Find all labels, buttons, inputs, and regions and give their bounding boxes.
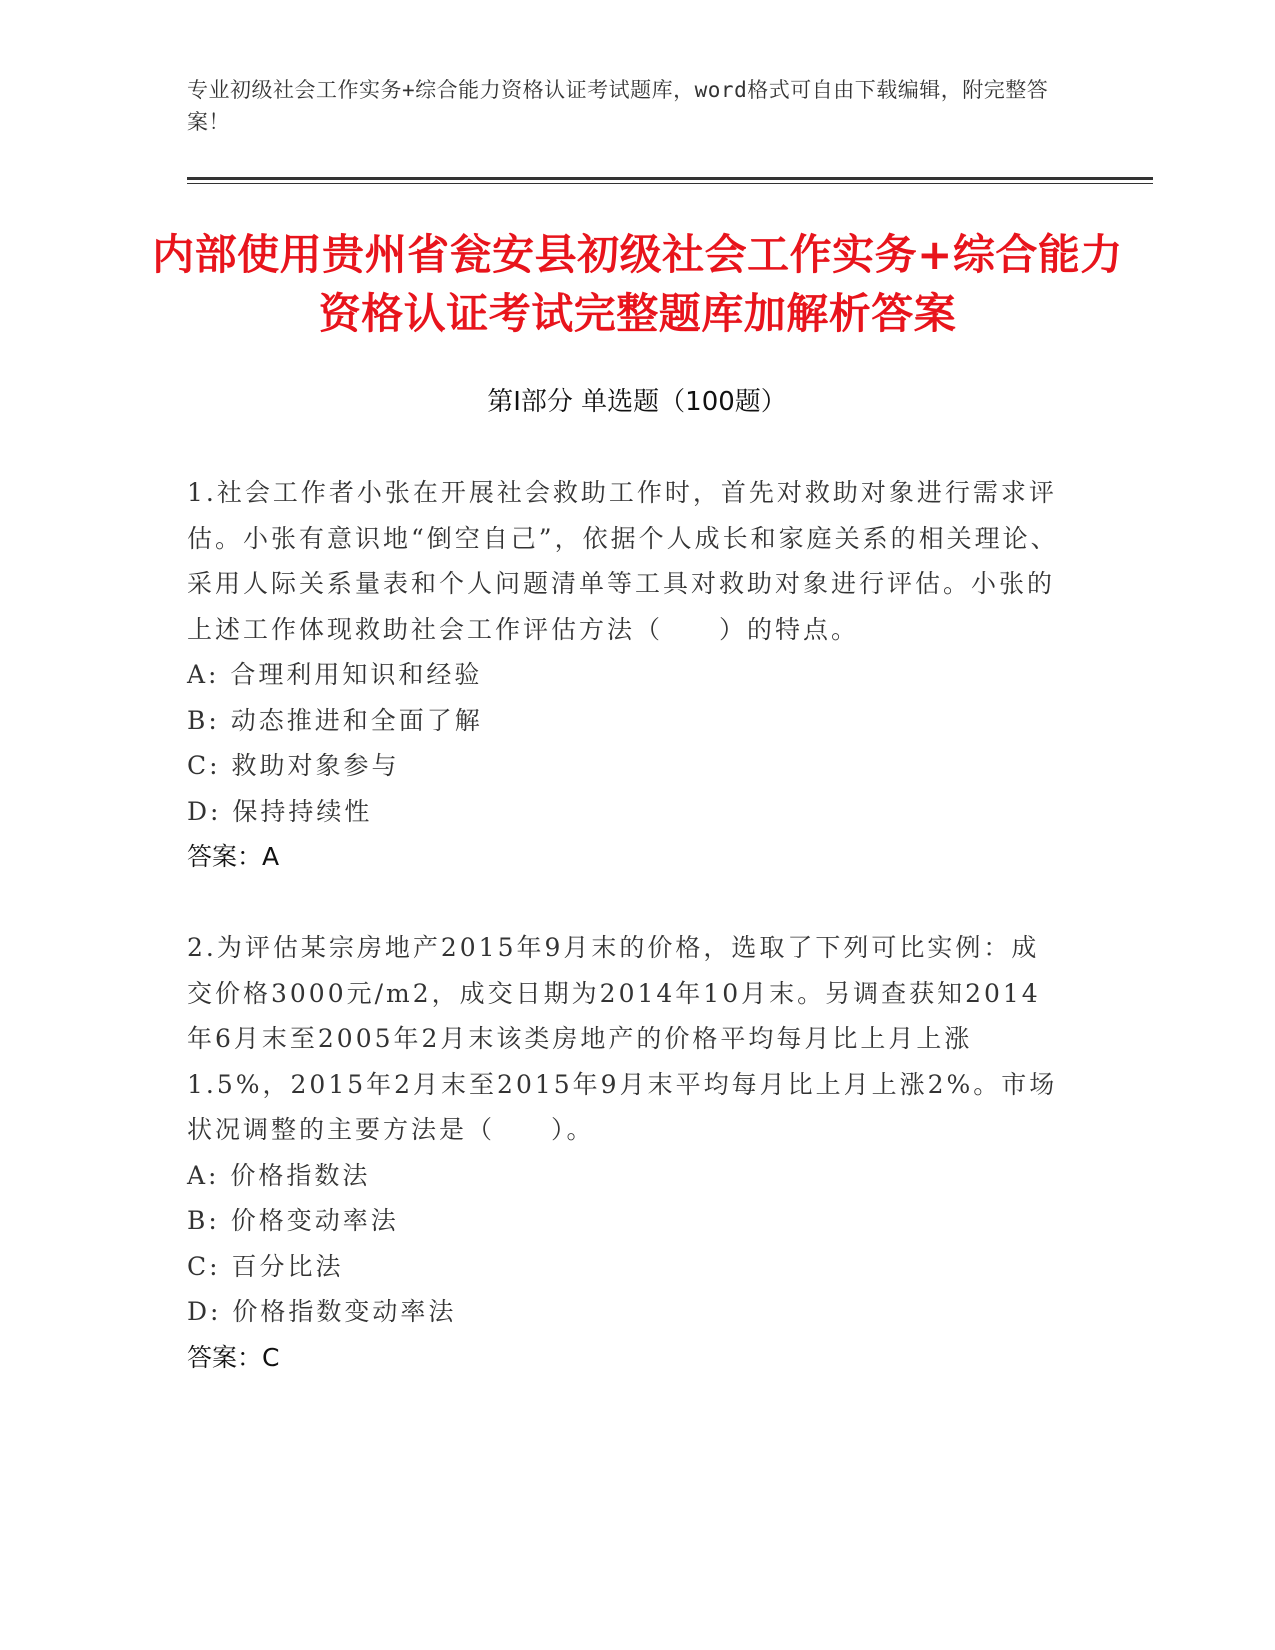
answer: 答案：A bbox=[187, 842, 280, 871]
option-c: C: 百分比法 bbox=[187, 1251, 344, 1281]
option-b: B: 价格变动率法 bbox=[187, 1206, 399, 1235]
section-title: 第I部分 单选题（100题） bbox=[487, 387, 787, 417]
option-a: A: 价格指数法 bbox=[187, 1160, 371, 1190]
document-title: 内部使用贵州省瓮安县初级社会工作实务+综合能力资格认证考试完整题库加解析答案 bbox=[152, 230, 1123, 338]
option-d: D: 价格指数变动率法 bbox=[187, 1297, 457, 1326]
answer: 答案：C bbox=[187, 1342, 280, 1372]
question-stem: 1.社会工作者小张在开展社会救助工作时，首先对救助对象进行需求评估。小张有意识地“倒空自己”，依据个人成长和家庭关系的相关理论、采用人际关系量表和个人问题清单等工具对救助对象进行评估。小张的上述工作体现救助社会工作评估方法（ ）的特点。 bbox=[187, 478, 1059, 644]
question-1 bbox=[187, 470, 1067, 880]
question-stem: 2.为评估某宗房地产2015年9月末的价格，选取了下列可比实例：成交价格3000元/m2，成交日期为2014年10月末。另调查获知2014年6月末至2005年2月末该类房地产的价格平均每月比上月上涨1.5%，2015年2月末至2015年9月末平均每月比上月上涨2%。市场状况调整的主要方法是（ ）。 bbox=[187, 933, 1058, 1144]
option-c: C: 救助对象参与 bbox=[187, 751, 400, 780]
option-a: A: 合理利用知识和经验 bbox=[187, 660, 483, 689]
header-note: 专业初级社会工作实务+综合能力资格认证考试题库，word格式可自由下载编辑，附完整答案！ bbox=[187, 78, 1049, 134]
option-b: B: 动态推进和全面了解 bbox=[187, 705, 483, 735]
header-divider-thick bbox=[187, 177, 1153, 180]
option-d: D: 保持持续性 bbox=[187, 796, 373, 826]
question-2 bbox=[187, 925, 1067, 1380]
header-divider-thin bbox=[187, 183, 1153, 184]
